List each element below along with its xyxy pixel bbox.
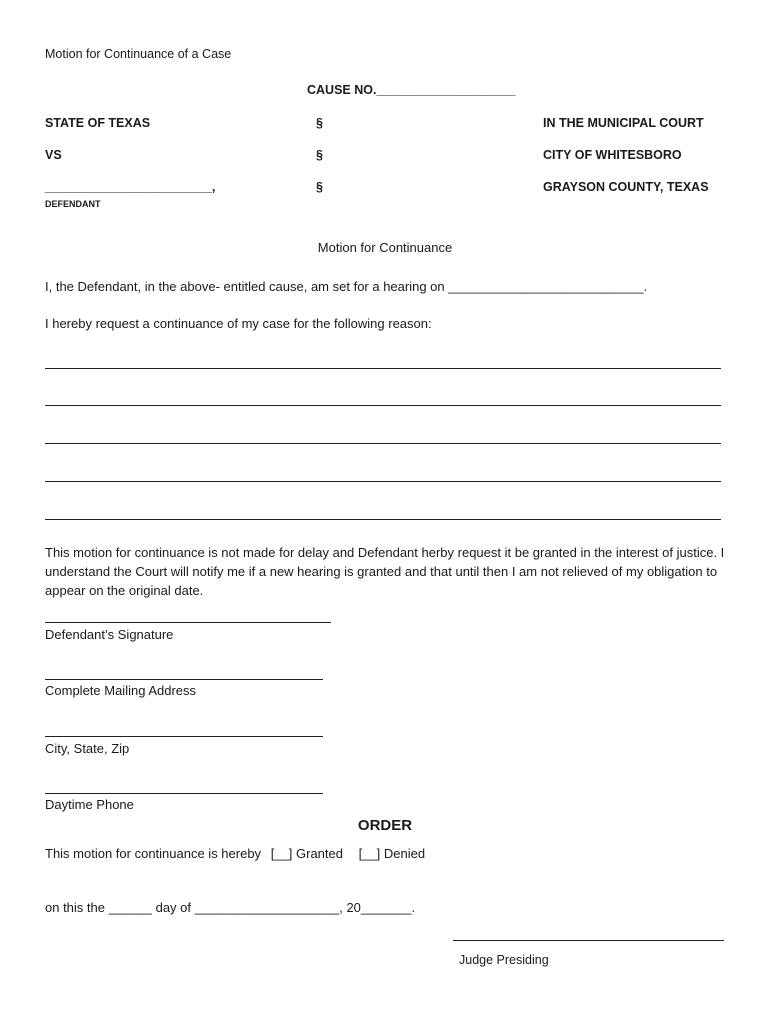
city-state-zip-line[interactable] [45, 736, 323, 737]
document-label: Motion for Continuance of a Case [45, 47, 232, 61]
order-line [45, 846, 425, 861]
statement-paragraph: This motion for continuance is not made for delay and Defendant herby request it be granted in the interest of justice. I understand the Court will notify me if a new hearing is granted and that until then I am not relieved of my obligation to appear on the original date. [45, 545, 725, 598]
section-mark: § [316, 180, 323, 194]
judge-signature-line[interactable] [453, 940, 724, 941]
signature-label: Defendant’s Signature [45, 627, 174, 642]
phone-line[interactable] [45, 793, 323, 794]
granted-checkbox[interactable]: [__] [270, 846, 293, 861]
denied-label: Denied [383, 846, 426, 861]
reason-line-2[interactable] [45, 405, 721, 406]
granted-label: Granted [296, 846, 343, 861]
cause-number[interactable]: CAUSE NO.____________________ [307, 83, 516, 97]
defendant-label: DEFENDANT [45, 199, 101, 209]
caption-court: IN THE MUNICIPAL COURT [543, 116, 704, 130]
order-date-line[interactable]: on this the ______ day of ____________________, 20_______. [45, 900, 416, 915]
caption-county: GRAYSON COUNTY, TEXAS [543, 180, 709, 194]
reason-line-1[interactable] [45, 368, 721, 369]
hearing-date-line[interactable]: I, the Defendant, in the above- entitled cause, am set for a hearing on ___________________________. [45, 279, 648, 294]
section-mark: § [316, 148, 323, 162]
address-label: Complete Mailing Address [45, 683, 197, 698]
defendant-name-field[interactable]: ________________________, [45, 180, 216, 194]
reason-line-3[interactable] [45, 443, 721, 444]
order-heading: ORDER [357, 817, 413, 834]
section-mark: § [316, 116, 323, 130]
denied-checkbox[interactable]: [__] [358, 846, 381, 861]
judge-label: Judge Presiding [459, 953, 549, 967]
address-line[interactable] [45, 679, 323, 680]
caption-state-of-texas: STATE OF TEXAS [45, 116, 151, 130]
caption-city: CITY OF WHITESBORO [543, 148, 682, 162]
reason-line-4[interactable] [45, 481, 721, 482]
city-state-zip-label: City, State, Zip [45, 741, 130, 756]
signature-line[interactable] [45, 622, 331, 623]
motion-title: Motion for Continuance [317, 240, 453, 255]
reason-line-5[interactable] [45, 519, 721, 520]
phone-label: Daytime Phone [45, 797, 134, 812]
request-line: I hereby request a continuance of my case for the following reason: [45, 316, 432, 331]
caption-vs: VS [45, 148, 62, 162]
order-line-prefix: This motion for continuance is hereby [45, 846, 262, 861]
